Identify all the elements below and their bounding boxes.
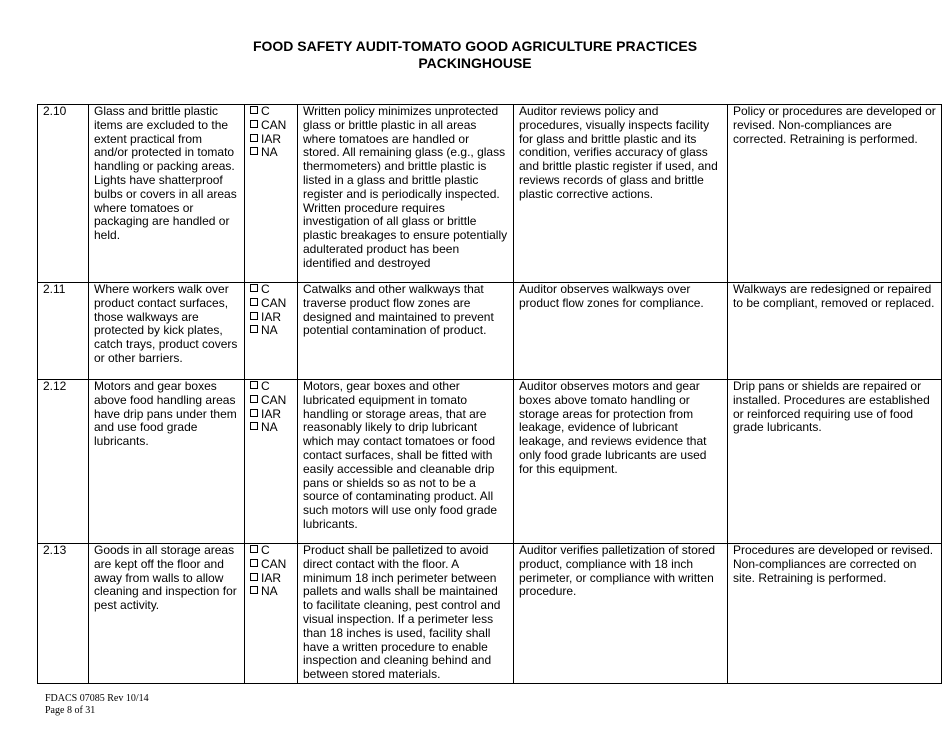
- footer: [45, 693, 149, 717]
- option-can[interactable]: CAN: [250, 558, 292, 572]
- verification-cell: Auditor reviews policy and procedures, visually inspects facility for glass and brittle plastic and its condition, verifies accuracy of glass and brittle plastic register if used, and reviews records of glass and brittle plastic corrective actions.: [514, 105, 728, 283]
- option-c[interactable]: C: [250, 544, 292, 558]
- requirement-cell: Where workers walk over product contact surfaces, those walkways are protected by kick plates, catch trays, product covers or other barriers.: [89, 283, 245, 380]
- checkbox-icon: [250, 284, 258, 292]
- table-row: [38, 283, 942, 380]
- option-iar[interactable]: IAR: [250, 572, 292, 586]
- option-iar[interactable]: IAR: [250, 408, 292, 422]
- item-number: 2.10: [38, 105, 89, 283]
- option-na[interactable]: NA: [250, 421, 292, 435]
- table-row: [38, 544, 942, 684]
- option-c[interactable]: C: [250, 105, 292, 119]
- checkbox-icon: [250, 312, 258, 320]
- form-id: FDACS 07085 Rev 10/14: [45, 693, 149, 704]
- verification-cell: Auditor observes walkways over product flow zones for compliance.: [514, 283, 728, 380]
- page-number: Page 8 of 31: [45, 705, 96, 716]
- requirement-cell: Glass and brittle plastic items are excluded to the extent practical from and/or protected in tomato handling or packing areas. Lights have shatterproof bulbs or covers in all areas where tomatoes or packaging are handled or held.: [89, 105, 245, 283]
- table-row: [38, 105, 942, 283]
- criteria-cell: Catwalks and other walkways that traverse product flow zones are designed and maintained to prevent potential contamination of product.: [298, 283, 514, 380]
- item-number: 2.13: [38, 544, 89, 684]
- checkbox-icon: [250, 106, 258, 114]
- item-number: 2.12: [38, 380, 89, 544]
- option-na[interactable]: NA: [250, 146, 292, 160]
- compliance-options: [245, 380, 298, 544]
- compliance-options: [245, 105, 298, 283]
- option-na[interactable]: NA: [250, 324, 292, 338]
- checkbox-icon: [250, 559, 258, 567]
- criteria-cell: Product shall be palletized to avoid direct contact with the floor. A minimum 18 inch perimeter between pallets and walls shall be maintained to facilitate cleaning, pest control and visual inspection. If a perimeter less than 18 inches is used, facility shall have a written procedure to enable inspection and cleaning behind and between stored materials.: [298, 544, 514, 684]
- corrective-action-cell: Drip pans or shields are repaired or installed. Procedures are established or reinforced requiring use of food grade lubricants.: [728, 380, 942, 544]
- corrective-action-cell: Policy or procedures are developed or revised. Non-compliances are corrected. Retraining is performed.: [728, 105, 942, 283]
- option-can[interactable]: CAN: [250, 119, 292, 133]
- option-iar[interactable]: IAR: [250, 311, 292, 325]
- checkbox-icon: [250, 395, 258, 403]
- checkbox-icon: [250, 134, 258, 142]
- requirement-cell: Motors and gear boxes above food handling areas have drip pans under them and use food grade lubricants.: [89, 380, 245, 544]
- option-na[interactable]: NA: [250, 585, 292, 599]
- table-row: [38, 380, 942, 544]
- option-can[interactable]: CAN: [250, 297, 292, 311]
- checkbox-icon: [250, 573, 258, 581]
- audit-table: [37, 104, 942, 684]
- option-c[interactable]: C: [250, 283, 292, 297]
- checkbox-icon: [250, 409, 258, 417]
- item-number: 2.11: [38, 283, 89, 380]
- option-iar[interactable]: IAR: [250, 133, 292, 147]
- checkbox-icon: [250, 586, 258, 594]
- title-line-2: PACKINGHOUSE: [418, 55, 532, 71]
- verification-cell: Auditor observes motors and gear boxes above tomato handling or storage areas for protection from leakage, evidence of lubricant leakage, and reviews evidence that only food grade lubricants are used for this equipment.: [514, 380, 728, 544]
- option-can[interactable]: CAN: [250, 394, 292, 408]
- checkbox-icon: [250, 381, 258, 389]
- checkbox-icon: [250, 422, 258, 430]
- title-line-1: FOOD SAFETY AUDIT-TOMATO GOOD AGRICULTURE PRACTICES: [252, 38, 698, 54]
- compliance-options: [245, 544, 298, 684]
- compliance-options: [245, 283, 298, 380]
- checkbox-icon: [250, 120, 258, 128]
- checkbox-icon: [250, 325, 258, 333]
- page-title: [0, 38, 950, 72]
- checkbox-icon: [250, 545, 258, 553]
- option-c[interactable]: C: [250, 380, 292, 394]
- criteria-cell: Written policy minimizes unprotected glass or brittle plastic in all areas where tomatoes are handled or stored. All remaining glass (e.g., glass thermometers) and brittle plastic is listed in a glass and brittle plastic register and is periodically inspected. Written procedure requires investigation of all glass or brittle plastic breakages to ensure potentially adulterated product has been identified and destroyed: [298, 105, 514, 283]
- checkbox-icon: [250, 298, 258, 306]
- requirement-cell: Goods in all storage areas are kept off the floor and away from walls to allow cleaning and inspection for pest activity.: [89, 544, 245, 684]
- checkbox-icon: [250, 147, 258, 155]
- criteria-cell: Motors, gear boxes and other lubricated equipment in tomato handling or storage areas, that are reasonably likely to drip lubricant which may contact tomatoes or food contact surfaces, shall be fitted with easily accessible and cleanable drip pans or shields so as not to be a source of contaminating product. All such motors will use only food grade lubricants.: [298, 380, 514, 544]
- verification-cell: Auditor verifies palletization of stored product, compliance with 18 inch perimeter, or compliance with written procedure.: [514, 544, 728, 684]
- corrective-action-cell: Procedures are developed or revised. Non-compliances are corrected on site. Retraining is performed.: [728, 544, 942, 684]
- corrective-action-cell: Walkways are redesigned or repaired to be compliant, removed or replaced.: [728, 283, 942, 380]
